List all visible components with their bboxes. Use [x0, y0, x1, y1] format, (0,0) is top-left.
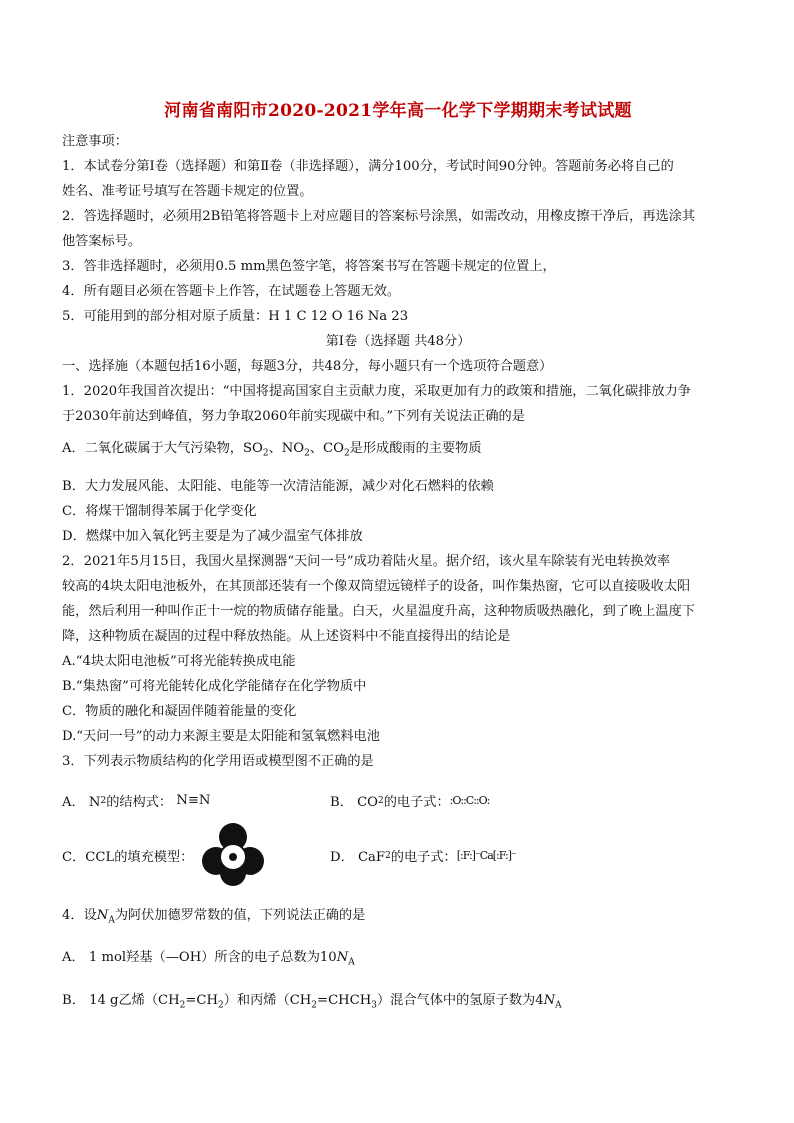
q3-option-c [62, 821, 330, 891]
q4-stem-b: 为阿伏加德罗常数的值，下列说法正确的是 [114, 907, 366, 923]
notice-item-2a: 2．答选择题时，必须用2B铅笔将答题卡上对应题目的答案标号涂黑，如需改动，用橡皮擦干净后，再选涂其 [62, 209, 696, 224]
page-title: 河南省南阳市2020-2021学年高一化学下学期期末考试试题 [164, 101, 632, 121]
sub-2: 2 [100, 795, 107, 806]
notice-item-3: 3．答非选择题时，必须用0.5 mm黑色签字笔，将答案书写在答题卡规定的位置上， [62, 259, 556, 274]
q4-eq-ch2: =CH [185, 992, 219, 1008]
sub-2: 2 [343, 448, 350, 459]
q2-option-b: B.“集热窗”可将光能转化成化学能储存在化学物质中 [62, 678, 367, 694]
q3-stem: 3．下列表示物质结构的化学用语或模型图不正确的是 [62, 753, 374, 769]
q1-option-a-prefix: A．二氧化碳属于大气污染物， [62, 441, 243, 456]
notice-item-1b: 姓名、准考证号填写在答题卡规定的位置。 [62, 184, 313, 199]
q4-na: N [543, 992, 556, 1008]
q3-d-mid: 的电子式： [390, 850, 457, 866]
sub-2: 2 [385, 850, 391, 861]
q3-a-mid: 的结构式： [106, 795, 173, 811]
q4-a-prefix: A． 1 mol羟基（—OH）所含的电子总数为10 [62, 950, 337, 966]
q2-option-a: A.“4块太阳电池板”可将光能转换成电能 [62, 653, 296, 669]
q1-option-b: B．大力发展风能、太阳能、电能等一次清洁能源，减少对化石燃料的依赖 [62, 478, 494, 494]
q3-a-formula: N≡N [176, 793, 211, 809]
q1-co: CO [323, 441, 344, 456]
q2-option-d: D.“天问一号”的动力来源主要是太阳能和氢氧燃料电池 [62, 728, 380, 744]
notice-item-2b: 他答案标号。 [62, 234, 142, 249]
q1-option-c: C．将煤干馏制得苯属于化学变化 [62, 503, 257, 519]
notice-item-5: 5．可能用到的部分相对原子质量：H 1 C 12 O 16 Na 23 [62, 309, 409, 324]
sub-2: 2 [262, 448, 269, 459]
q3-option-a [62, 791, 330, 810]
q3-options-ab [62, 786, 734, 816]
notice-heading: 注意事项： [62, 134, 128, 149]
q4-option-a [62, 945, 734, 976]
sub-2: 2 [311, 1000, 318, 1011]
q4-ch2: CH [158, 992, 180, 1008]
q2-option-c: C．物质的融化和凝固伴随着能量的变化 [62, 703, 297, 719]
notice-item-1a: 1．本试卷分第Ⅰ卷（选择题）和第Ⅱ卷（非选择题），满分100分，考试时间90分钟。答题前务必将自己的 [62, 159, 674, 174]
section-instruction: 一、选择施（本题包括16小题，每题3分，共48分，每小题只有一个选项符合题意） [62, 359, 553, 374]
q1-option-a: A．二氧化碳属于大气污染物，$SO_2$、$NO_2$、$CO_2$是形成酸雨的主要物质 [62, 441, 482, 459]
q4-stem-a: 4．设 [62, 907, 97, 923]
sub-a: A [348, 957, 355, 968]
space-filling-model-icon [197, 821, 269, 891]
q2-stem-c: 能，然后利用一种叫作正十一烷的物质储存能量。白天，火星温度升高，这种物质吸热融化，到了晚上温度下 [62, 603, 695, 619]
co2-electron-formula: :O::C::O: [449, 794, 490, 808]
q4-b-mid: ）和丙烯（ [223, 992, 290, 1008]
caf2-electron-formula: [:F:]⁻Ca[:F:]⁻ [456, 849, 516, 863]
exam-page [62, 92, 734, 1019]
q1-option-d: D．燃煤中加入氧化钙主要是为了减少温室气体排放 [62, 528, 363, 544]
sub-2: 2 [179, 1000, 186, 1011]
sub-3: 3 [371, 1000, 377, 1011]
q4-ch2: CH [289, 992, 312, 1008]
q3-option-b [330, 791, 489, 810]
q3-b-prefix: B． CO [330, 795, 378, 811]
q1-stem-a: 1．2020年我国首次提出：“中国将提高国家自主贡献力度，采取更加有力的政策和措施，二氧化碳排放力争 [62, 384, 691, 399]
sub-2: 2 [377, 795, 384, 806]
q3-d-prefix: D． CaF [330, 850, 386, 866]
q4-stem [62, 903, 734, 934]
sub-2: 2 [304, 448, 310, 459]
section-title: 第Ⅰ卷（选择题 共48分） [325, 334, 471, 349]
q4-b-prefix: B． 14 g乙烯（ [62, 992, 159, 1008]
q1-so: SO [242, 441, 263, 456]
sub-a: A [108, 915, 115, 926]
q2-stem-b: 较高的4块太阳电池板外，在其顶部还装有一个像双筒望远镜样子的设备，叫作集热窗，它可以直接吸收太阳 [62, 578, 691, 594]
q2-stem-a: 2．2021年5月15日，我国火星探测器“天问一号”成功着陆火星。据介绍，该火星车除装有光电转换效率 [62, 553, 671, 569]
notice-item-4: 4．所有题目必须在答题卡上作答，在试题卷上答题无效。 [62, 284, 401, 299]
q4-b-suffix: ）混合气体中的氢原子数为4 [376, 992, 544, 1008]
q3-b-mid: 的电子式： [383, 795, 450, 811]
q3-c-label: C．CCL的填充模型： [62, 850, 194, 866]
q3-option-d [330, 846, 516, 865]
q1-no: NO [281, 441, 305, 456]
sub-a: A [555, 1000, 562, 1011]
q3-options-cd [62, 816, 734, 896]
q2-stem-d: 降，这种物质在凝固的过程中释放热能。从上述资料中不能直接得出的结论是 [62, 628, 511, 644]
q4-na: N [96, 907, 109, 923]
q3-a-prefix: A． N [62, 795, 101, 811]
sub-2: 2 [218, 1000, 224, 1011]
q1-stem-b: 于2030年前达到峰值，努力争取2060年前实现碳中和。”下列有关说法正确的是 [62, 409, 525, 424]
q4-option-b [62, 988, 734, 1019]
q4-eq-chch3: =CHCH [317, 992, 372, 1008]
q1-option-a-suffix: 是形成酸雨的主要物质 [349, 441, 482, 456]
q4-na: N [336, 950, 349, 966]
